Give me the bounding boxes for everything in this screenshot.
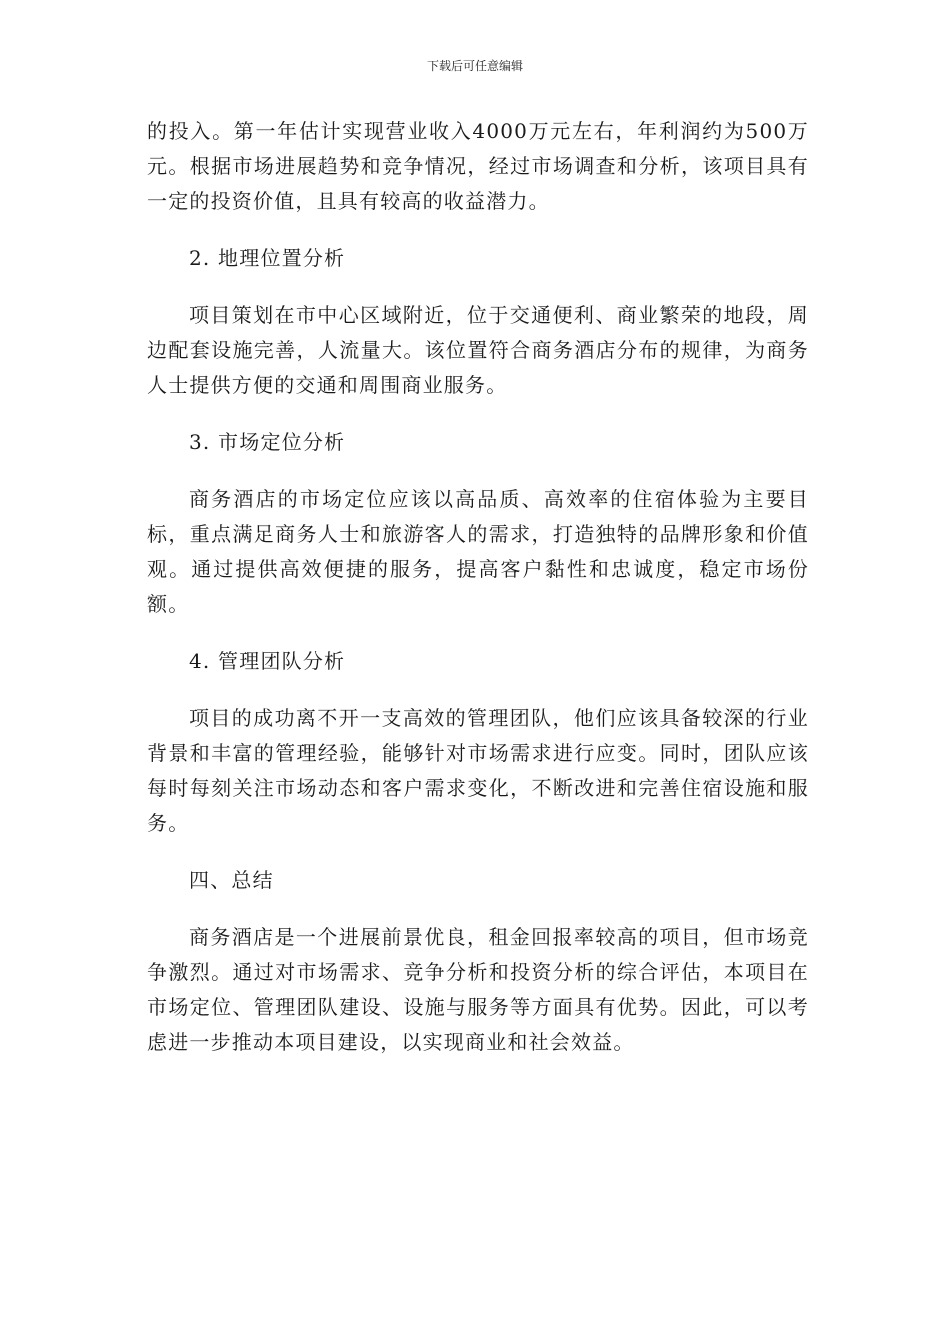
page-header-note: 下载后可任意编辑 xyxy=(426,59,523,73)
paragraph-location: 项目策划在市中心区域附近，位于交通便利、商业繁荣的地段，周边配套设施完善，人流量大。该位置符合商务酒店分布的规律，为商务人士提供方便的交通和周围商业服务。 xyxy=(147,303,809,397)
paragraph-investment-summary: 的投入。第一年估计实现营业收入4000万元左右，年利润约为500万元。根据市场进展趋势和竞争情况，经过市场调查和分析，该项目具有一定的投资价值，且具有较高的收益潜力。 xyxy=(147,119,809,213)
section-heading-location: 2. 地理位置分析 xyxy=(189,246,346,270)
section-heading-management-team: 4. 管理团队分析 xyxy=(189,649,346,673)
paragraph-summary: 商务酒店是一个进展前景优良，租金回报率较高的项目，但市场竞争激烈。通过对市场需求、竞争分析和投资分析的综合评估，本项目在市场定位、管理团队建设、设施与服务等方面具有优势。因此，可以考虑进一步推动本项目建设，以实现商业和社会效益。 xyxy=(147,925,809,1054)
section-heading-summary: 四、总结 xyxy=(189,868,274,892)
paragraph-market-positioning: 商务酒店的市场定位应该以高品质、高效率的住宿体验为主要目标，重点满足商务人士和旅游客人的需求，打造独特的品牌形象和价值观。通过提供高效便捷的服务，提高客户黏性和忠诚度，稳定市场份额。 xyxy=(147,487,809,616)
paragraph-management-team: 项目的成功离不开一支高效的管理团队，他们应该具备较深的行业背景和丰富的管理经验，能够针对市场需求进行应变。同时，团队应该每时每刻关注市场动态和客户需求变化，不断改进和完善住宿设施和服务。 xyxy=(147,706,809,835)
document-body xyxy=(147,114,809,1060)
section-heading-market-positioning: 3. 市场定位分析 xyxy=(189,430,346,454)
